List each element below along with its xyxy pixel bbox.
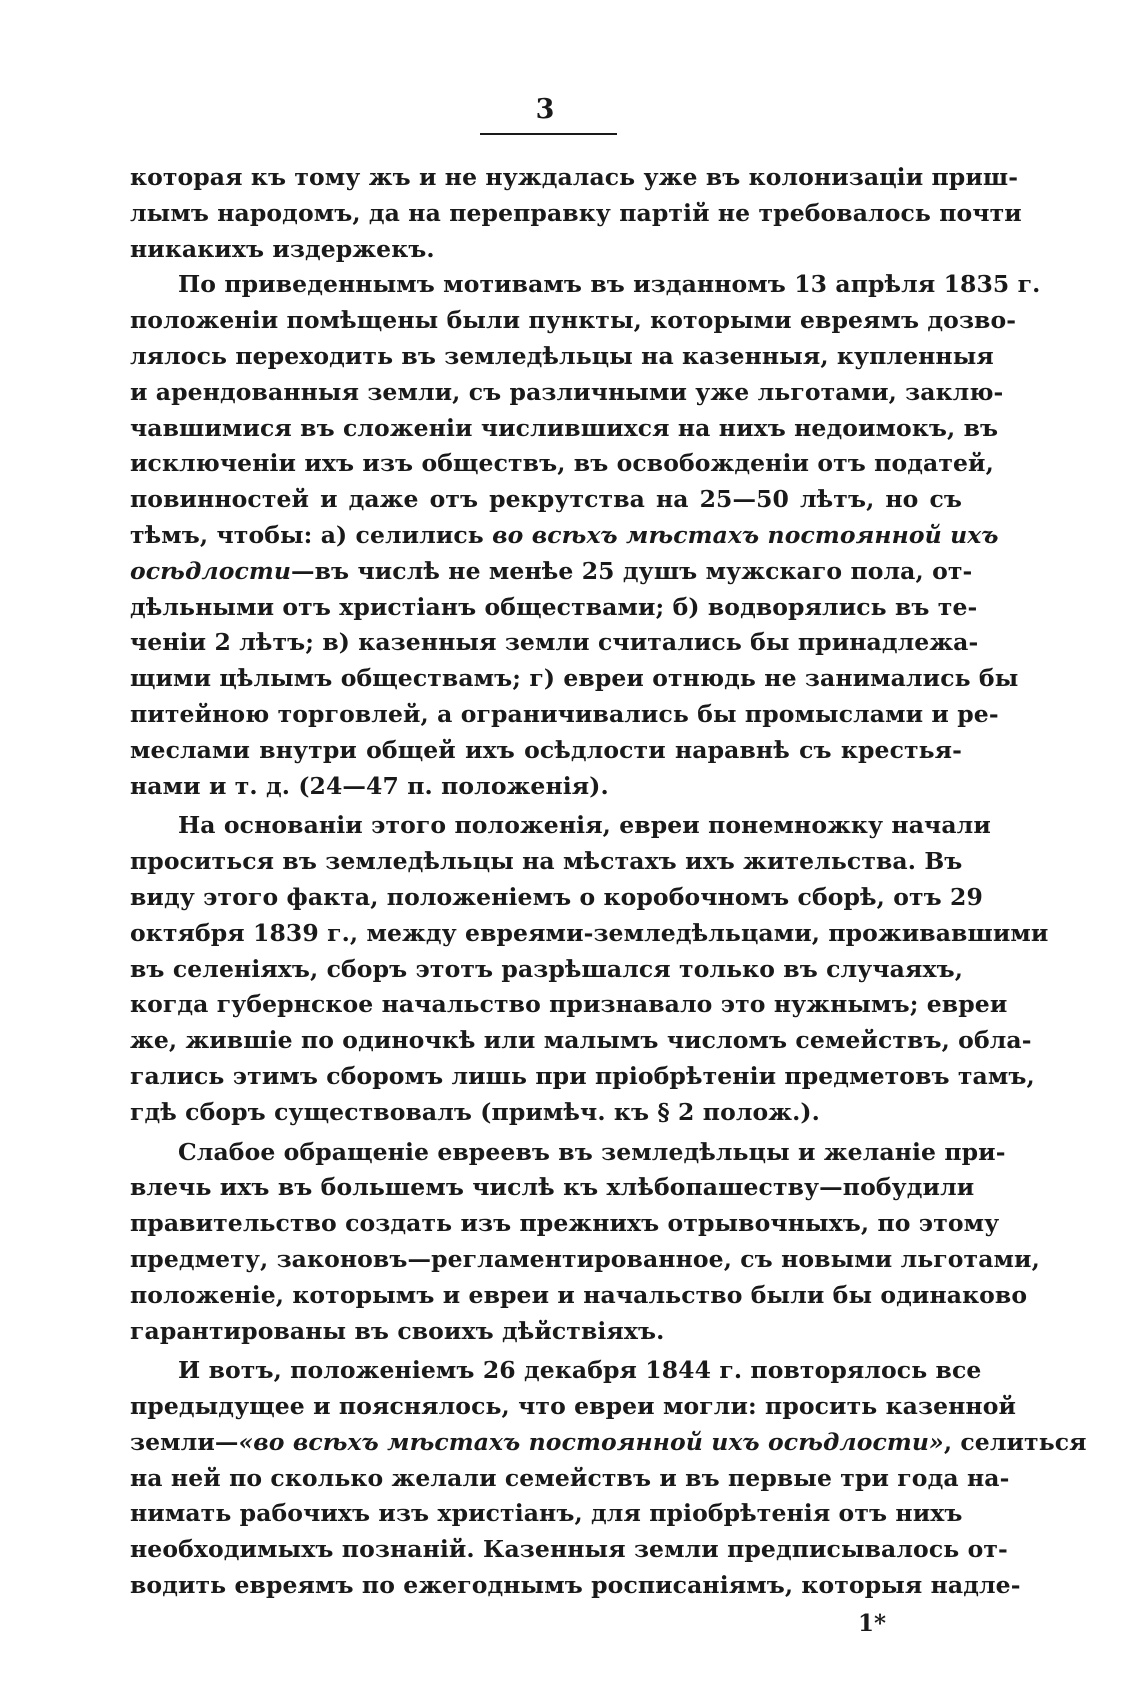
text-line: гарантированы въ своихъ дѣйствіяхъ. xyxy=(130,1316,665,1345)
text-line: исключеніи ихъ изъ обществъ, въ освобожденіи отъ податей, xyxy=(130,449,994,478)
text-line: гдѣ сборъ существовалъ (примѣч. къ § 2 полож.). xyxy=(130,1097,820,1126)
italic-text-run: осѣдлости xyxy=(130,556,292,585)
text-line: лымъ народомъ, да на переправку партій не требовалось почти xyxy=(130,198,1022,227)
text-line: положеніи помѣщены были пункты, которыми евреямъ дозво- xyxy=(130,306,1017,335)
text-run: —въ числѣ не менѣе 25 душъ мужскаго пола, от- xyxy=(291,556,973,585)
text-line: лялось переходить въ земледѣльцы на казенныя, купленныя xyxy=(130,341,994,370)
text-line: нимать рабочихъ изъ христіанъ, для пріобрѣтенія отъ нихъ xyxy=(130,1499,963,1528)
text-line: которая къ тому жъ и не нуждалась уже въ колонизаціи приш- xyxy=(130,163,1019,191)
text-line: же, жившіе по одиночкѣ или малымъ числомъ семействъ, обла- xyxy=(130,1026,1032,1055)
text-run: земли— xyxy=(130,1427,239,1456)
text-run: , селиться xyxy=(943,1427,1087,1456)
italic-text-run: «во всѣхъ мѣстахъ постоянной ихъ осѣдлости» xyxy=(238,1427,944,1456)
text-line: меслами внутри общей ихъ осѣдлости наравнѣ съ крестья- xyxy=(130,735,962,764)
text-line: питейною торговлей, а ограничивались бы промыслами и ре- xyxy=(130,699,999,728)
text-line: По приведеннымъ мотивамъ въ изданномъ 13 апрѣля 1835 г. xyxy=(178,270,1041,299)
text-line: и арендованныя земли, съ различными уже льготами, заклю- xyxy=(130,377,1004,406)
text-line: ченіи 2 лѣтъ; в) казенныя земли считались бы принадлежа- xyxy=(130,628,979,657)
text-line: щими цѣлымъ обществамъ; г) евреи отнюдь не занимались бы xyxy=(130,664,1019,693)
text-line: октября 1839 г., между евреями-земледѣльцами, проживавшими xyxy=(130,918,1049,947)
text-line: на ней по сколько желали семействъ и въ первые три года на- xyxy=(130,1463,1010,1492)
text-run: тѣмъ, чтобы: а) селились xyxy=(130,520,493,549)
text-line: И вотъ, положеніемъ 26 декабря 1844 г. повторялось все xyxy=(178,1356,982,1385)
text-line: повинностей и даже отъ рекрутства на 25—50 лѣтъ, но съ xyxy=(130,485,962,514)
text-line: виду этого факта, положеніемъ о коробочномъ сборѣ, отъ 29 xyxy=(130,882,983,911)
text-line: предыдущее и пояснялось, что евреи могли: просить казенной xyxy=(130,1392,1017,1421)
text-line: никакихъ издержекъ. xyxy=(130,234,435,263)
text-line: когда губернское начальство признавало это нужнымъ; евреи xyxy=(130,990,1008,1019)
text-line: чавшимися въ сложеніи числившихся на нихъ недоимокъ, въ xyxy=(130,413,999,442)
italic-text-run: во всѣхъ мѣстахъ постоянной ихъ xyxy=(492,520,999,549)
page-number: 3 xyxy=(535,94,555,125)
text-line xyxy=(130,554,973,590)
text-line: проситься въ земледѣльцы на мѣстахъ ихъ жительства. Въ xyxy=(130,847,963,876)
text-line: Слабое обращеніе евреевъ въ земледѣльцы и желаніе при- xyxy=(178,1137,1006,1166)
header-rule xyxy=(480,133,617,135)
body-text xyxy=(130,160,1087,1604)
text-line xyxy=(130,1425,1087,1461)
text-line: На основаніи этого положенія, евреи понемножку начали xyxy=(178,811,991,840)
text-line: влечь ихъ въ большемъ числѣ къ хлѣбопашеству—побудили xyxy=(130,1173,975,1202)
text-line: положеніе, которымъ и евреи и начальство были бы одинаково xyxy=(130,1280,1028,1309)
text-line: предмету, законовъ—регламентированное, съ новыми льготами, xyxy=(130,1244,1040,1273)
text-line: правительство создать изъ прежнихъ отрывочныхъ, по этому xyxy=(130,1209,1000,1238)
text-line: необходимыхъ познаній. Казенныя земли предписывалось от- xyxy=(130,1535,1008,1564)
signature-mark: 1* xyxy=(858,1610,887,1637)
text-line: въ селеніяхъ, сборъ этотъ разрѣшался только въ случаяхъ, xyxy=(130,954,963,983)
text-line: водить евреямъ по ежегоднымъ росписаніямъ, которыя надле- xyxy=(130,1571,1021,1600)
text-line: дѣльными отъ христіанъ обществами; б) водворялись въ те- xyxy=(130,592,978,621)
text-line: гались этимъ сборомъ лишь при пріобрѣтеніи предметовъ тамъ, xyxy=(130,1061,1035,1090)
text-line: нами и т. д. (24—47 п. положенія). xyxy=(130,771,609,800)
text-line xyxy=(130,518,999,554)
